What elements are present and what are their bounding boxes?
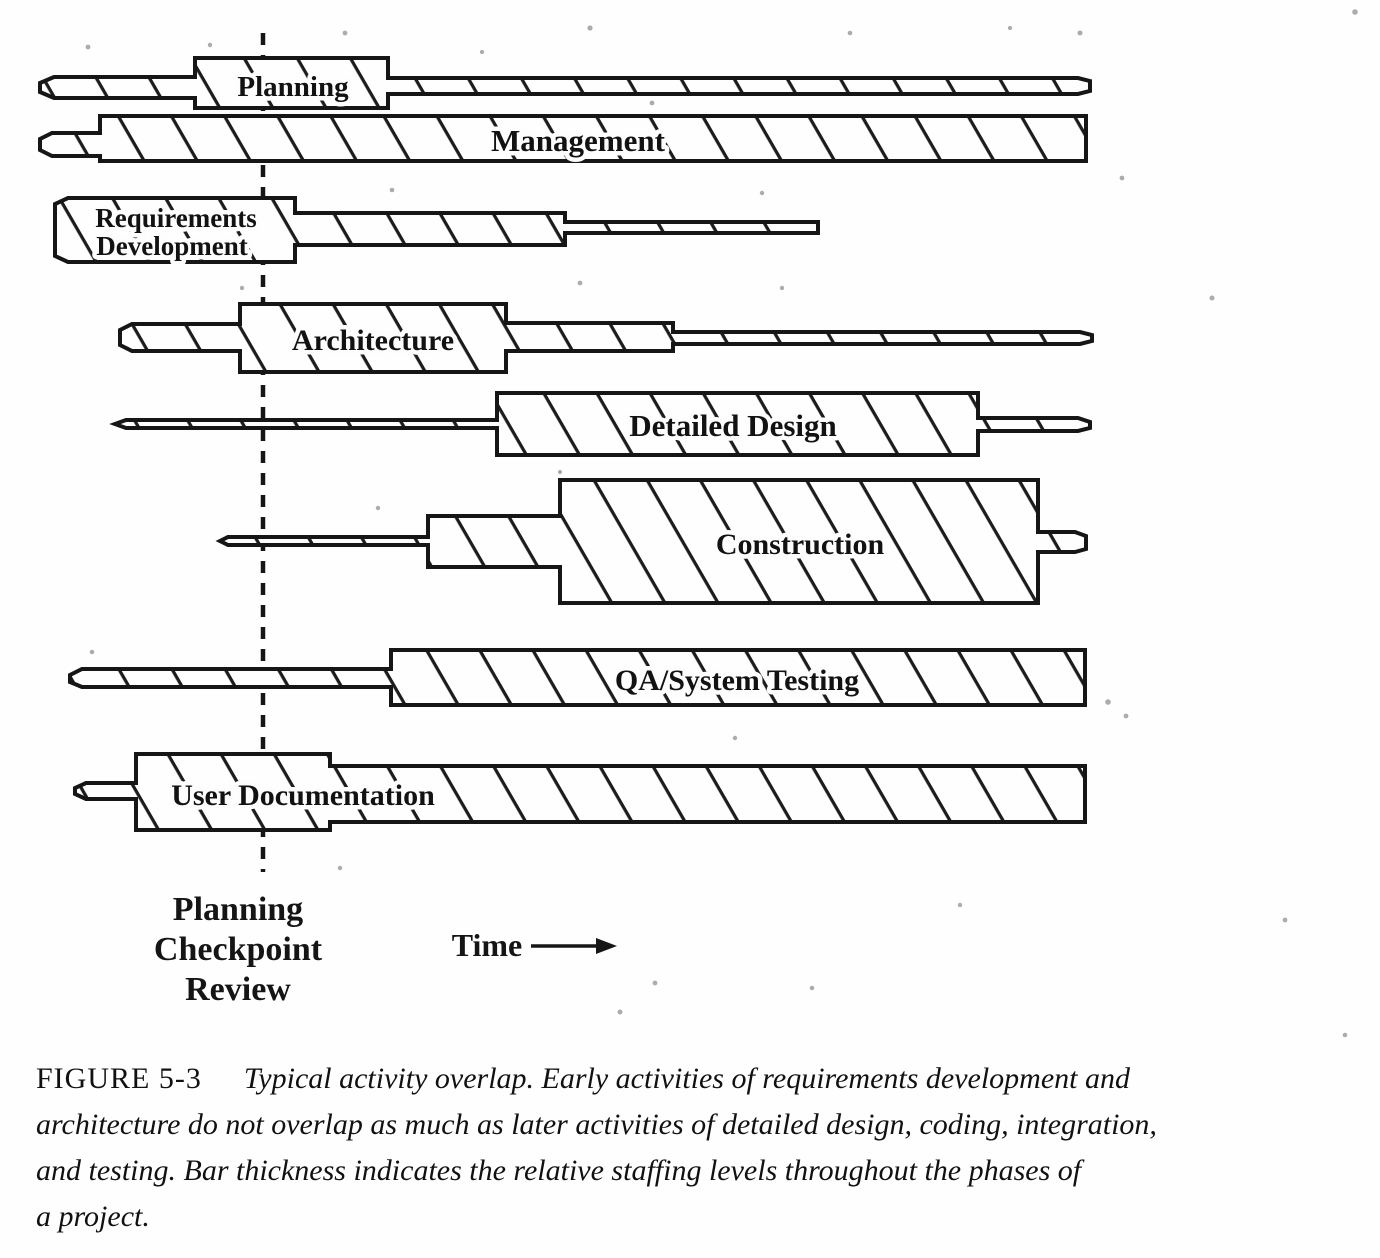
caption-text-line3: and testing. Bar thickness indicates the relative staffing levels throughout the phases of <box>36 1154 1082 1187</box>
construction-bar-shape <box>220 480 1086 603</box>
activity-bar-planning <box>40 58 1090 108</box>
activity-bar-user-documentation <box>75 754 1085 830</box>
qa-testing-bar-shape <box>70 650 1085 705</box>
activity-bar-construction <box>220 480 1086 603</box>
time-axis-label: Time <box>451 927 523 963</box>
detailed-design-bar-shape <box>115 393 1090 455</box>
planning-bar-shape <box>40 58 1090 108</box>
activity-label-user-documentation: User Documentation <box>171 779 435 812</box>
activity-bar-requirements-development <box>55 198 818 262</box>
checkpoint-label-line1: Planning <box>172 891 304 928</box>
checkpoint-label-line3: Review <box>185 971 291 1008</box>
activity-bar-architecture <box>120 304 1092 372</box>
checkpoint-label-line2: Checkpoint <box>153 931 323 968</box>
time-axis <box>452 927 617 963</box>
activity-label-detailed-design: Detailed Design <box>629 408 837 443</box>
activity-bar-qa-system-testing <box>70 650 1085 705</box>
time-arrow-head-icon <box>596 938 617 954</box>
figure-number-label: FIGURE 5-3 <box>36 1062 202 1095</box>
activity-label-qa-system-testing: QA/System Testing <box>614 664 860 697</box>
caption-line-1 <box>36 1056 1366 1102</box>
activity-bar-detailed-design <box>115 393 1090 455</box>
caption-text-line1: Typical activity overlap. Early activities of requirements development and <box>243 1062 1130 1095</box>
activity-label-architecture: Architecture <box>291 324 455 357</box>
caption-text-line4: a project. <box>36 1200 150 1233</box>
activity-label-construction: Construction <box>715 528 885 561</box>
architecture-bar-shape <box>120 304 1092 372</box>
figure-caption <box>36 1056 1366 1240</box>
activity-label-management: Management <box>491 123 665 158</box>
activity-label-requirements-line2: Development <box>96 231 248 261</box>
activity-label-planning: Planning <box>237 71 349 103</box>
activity-label-requirements-line1: Requirements <box>95 203 257 233</box>
activity-bar-management <box>40 116 1086 161</box>
checkpoint-annotation <box>154 891 323 1008</box>
caption-text-line2: architecture do not overlap as much as later activities of detailed design, coding, integration, <box>36 1108 1157 1141</box>
